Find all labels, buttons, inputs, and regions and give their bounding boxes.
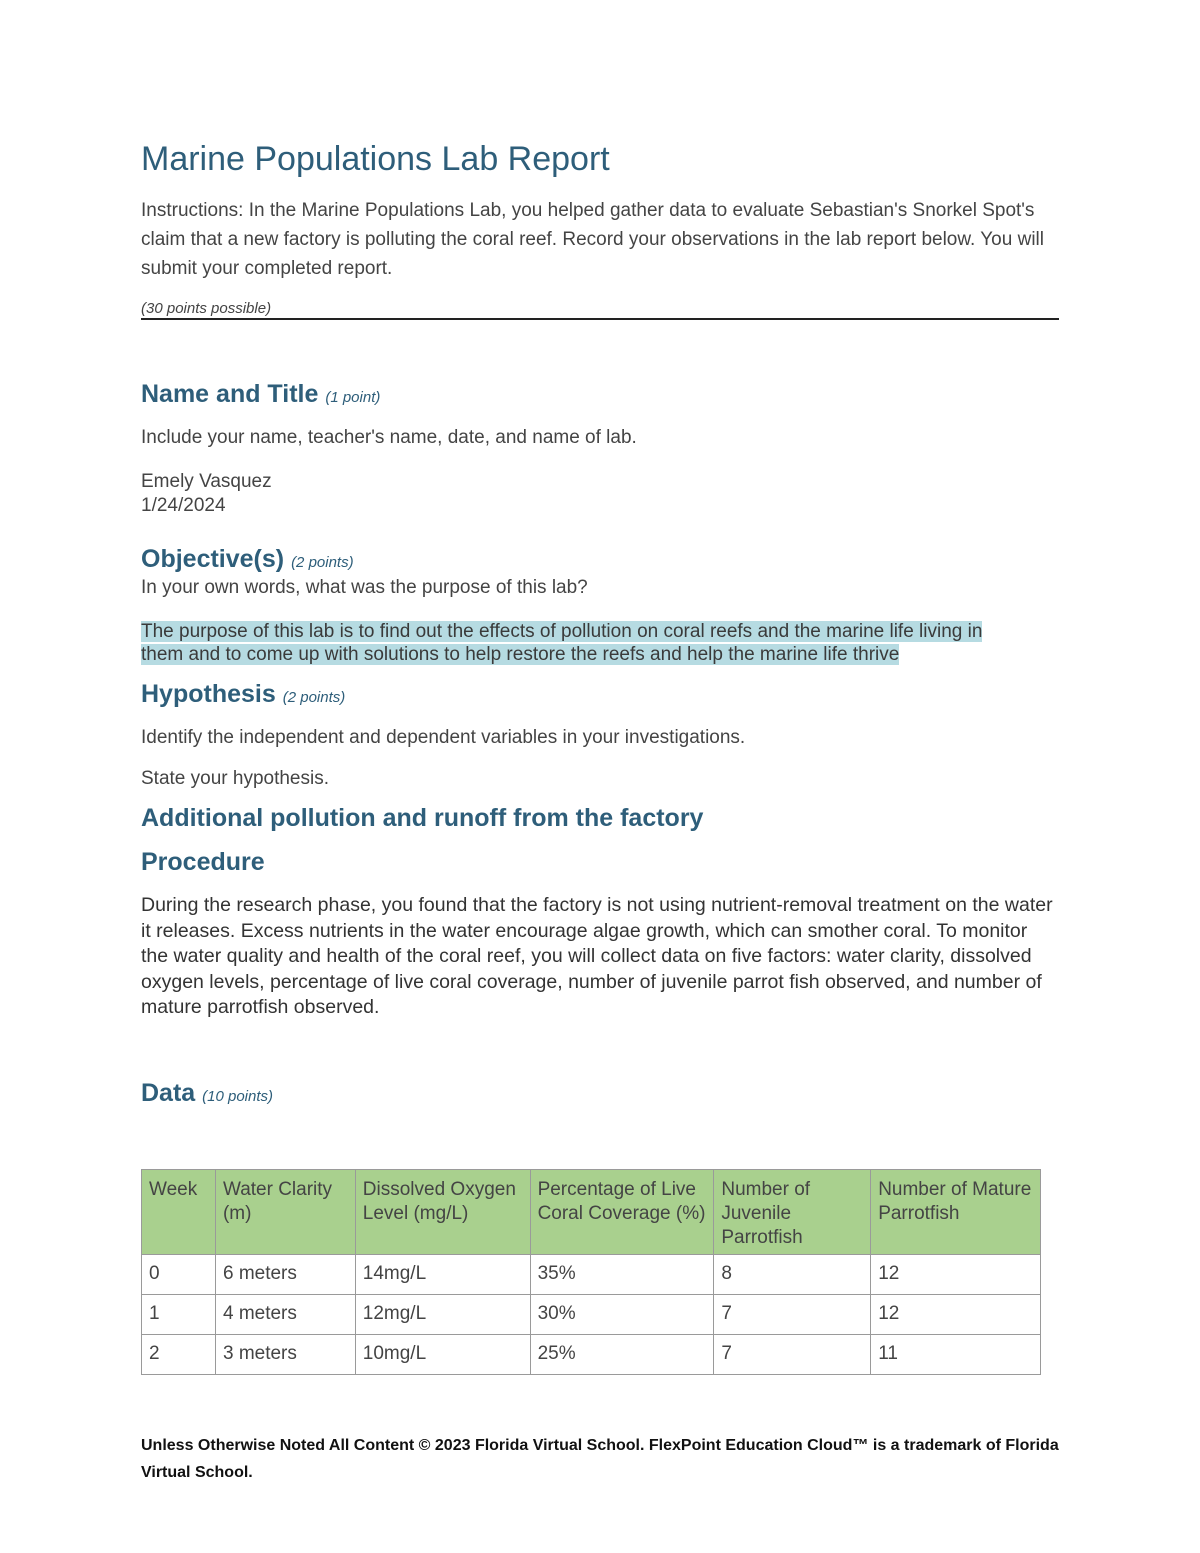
table-cell: 12mg/L bbox=[355, 1295, 530, 1335]
header-juvenile-parrotfish: Number of Juvenile Parrotfish bbox=[714, 1170, 871, 1255]
student-name: Emely Vasquez bbox=[141, 471, 272, 492]
hypothesis-heading-text: Hypothesis bbox=[141, 680, 276, 708]
table-cell: 7 bbox=[714, 1335, 871, 1375]
name-title-heading-text: Name and Title bbox=[141, 380, 319, 408]
table-row bbox=[142, 1255, 1041, 1295]
table-cell: 2 bbox=[142, 1335, 216, 1375]
data-heading bbox=[141, 1079, 273, 1108]
table-cell: 35% bbox=[530, 1255, 714, 1295]
copyright-footer: Unless Otherwise Noted All Content © 2023 Florida Virtual School. FlexPoint Education Cloud™ is a trademark of Florida Virtual School. bbox=[141, 1437, 1059, 1481]
table-cell: 8 bbox=[714, 1255, 871, 1295]
data-heading-text: Data bbox=[141, 1079, 196, 1107]
table-cell: 0 bbox=[142, 1255, 216, 1295]
table-cell: 10mg/L bbox=[355, 1335, 530, 1375]
procedure-heading: Procedure bbox=[141, 848, 265, 876]
table-cell: 7 bbox=[714, 1295, 871, 1335]
hypothesis-heading bbox=[141, 680, 345, 709]
table-row bbox=[142, 1335, 1041, 1375]
table-cell: 30% bbox=[530, 1295, 714, 1335]
table-cell: 25% bbox=[530, 1335, 714, 1375]
instructions-text: Instructions: In the Marine Populations Lab, you helped gather data to evaluate Sebastian's Snorkel Spot's claim that a new factory is polluting the coral reef. Record your observations in the lab report below. You will submit your completed report. bbox=[141, 200, 1044, 279]
report-date: 1/24/2024 bbox=[141, 495, 226, 516]
hypothesis-prompt-variables: Identify the independent and dependent variables in your investigations. bbox=[141, 727, 746, 748]
name-title-heading bbox=[141, 380, 380, 409]
table-cell: 12 bbox=[871, 1295, 1041, 1335]
objective-heading-text: Objective(s) bbox=[141, 545, 285, 573]
page-title: Marine Populations Lab Report bbox=[141, 140, 610, 178]
table-cell: 3 meters bbox=[215, 1335, 355, 1375]
objective-answer-line-1: The purpose of this lab is to find out the effects of pollution on coral reefs and the marine life living in bbox=[141, 621, 983, 642]
table-cell: 6 meters bbox=[215, 1255, 355, 1295]
objective-prompt: In your own words, what was the purpose of this lab? bbox=[141, 577, 588, 598]
header-dissolved-oxygen: Dissolved Oxygen Level (mg/L) bbox=[355, 1170, 530, 1255]
header-week: Week bbox=[142, 1170, 216, 1255]
table-row bbox=[142, 1295, 1041, 1335]
procedure-text: During the research phase, you found that the factory is not using nutrient-removal treatment on the water it releases. Excess nutrients in the water encourage algae growth, which can smother coral. To monitor the water quality and health of the coral reef, you will collect data on five factors: water clarity, dissolved oxygen levels, percentage of live coral coverage, number of juvenile parrot fish observed, and number of mature parrotfish observed. bbox=[141, 894, 1053, 1018]
objective-points: (2 points) bbox=[291, 554, 354, 571]
objective-heading bbox=[141, 545, 354, 574]
table-cell: 14mg/L bbox=[355, 1255, 530, 1295]
data-table bbox=[141, 1169, 1041, 1375]
data-points: (10 points) bbox=[202, 1088, 274, 1105]
objective-answer-line-2: them and to come up with solutions to help restore the reefs and help the marine life thrive bbox=[141, 644, 900, 665]
points-possible: (30 points possible) bbox=[141, 300, 1059, 320]
hypothesis-prompt-state: State your hypothesis. bbox=[141, 768, 329, 789]
table-cell: 12 bbox=[871, 1255, 1041, 1295]
name-prompt: Include your name, teacher's name, date, and name of lab. bbox=[141, 427, 637, 448]
table-cell: 4 meters bbox=[215, 1295, 355, 1335]
hypothesis-points: (2 points) bbox=[282, 689, 346, 706]
table-header-row bbox=[142, 1170, 1041, 1255]
header-mature-parrotfish: Number of Mature Parrotfish bbox=[871, 1170, 1041, 1255]
hypothesis-answer: Additional pollution and runoff from the factory bbox=[141, 804, 704, 832]
header-water-clarity: Water Clarity (m) bbox=[215, 1170, 355, 1255]
header-live-coral: Percentage of Live Coral Coverage (%) bbox=[530, 1170, 714, 1255]
table-cell: 1 bbox=[142, 1295, 216, 1335]
objective-answer bbox=[141, 620, 1059, 666]
table-cell: 11 bbox=[871, 1335, 1041, 1375]
name-title-points: (1 point) bbox=[325, 389, 381, 406]
